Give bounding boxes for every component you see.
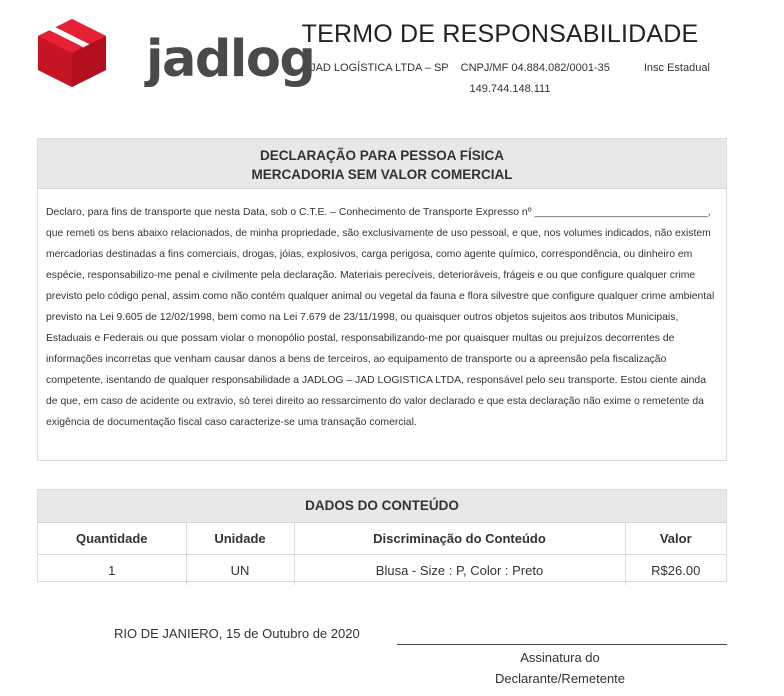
declaration-title: DECLARAÇÃO PARA PESSOA FÍSICA (259, 148, 504, 163)
cell-value: R$26.00 (651, 562, 701, 578)
signature-label (470, 647, 650, 689)
table-header-row (38, 523, 726, 555)
company-cnpj: CNPJ/MF 04.884.082/0001-35 (460, 62, 610, 74)
header-description: Discriminação do Conteúdo (294, 523, 625, 555)
company-info (310, 58, 710, 100)
declaration-subtitle: MERCADORIA SEM VALOR COMERCIAL (251, 167, 513, 182)
cell-quantity: 1 (38, 555, 186, 586)
signature-label-line1: Assinatura do (520, 650, 600, 665)
document-title: TERMO DE RESPONSABILIDADE (301, 20, 699, 48)
jadlog-logo (36, 16, 315, 90)
cell-unit: UN (186, 555, 294, 586)
contents-title: DADOS DO CONTEÚDO (38, 490, 726, 523)
state-registration-label: Insc Estadual (643, 62, 710, 74)
jadlog-cube-icon (36, 17, 108, 89)
state-registration-number: 149.744.148.111 (469, 83, 551, 95)
header-quantity: Quantidade (38, 523, 186, 555)
declaration-text: Declaro, para fins de transporte que nesta Data, sob o C.T.E. – Conhecimento de Transporte Expresso nº ______________________________, que remeti os bens abaixo relacionados, de minha propriedade, são exclusivamente de uso pessoal, e que, nos volumes indicados, não existem mercadorias destinadas a fins comerciais, drogas, jóias, explosivos, carga perigosa, como agente químico, correspondência, ou dinheiro em espécie, responsabilizo-me penal e civilmente pela declaração. Materiais perecíveis, deterioráveis, frágeis e ou que configure qualquer crime previsto pelo código penal, assim como não contém qualquer animal ou vegetal da fauna e flora silvestre que configure qualquer crime ambiental previsto na Lei 9.605 de 12/02/1998, bem como na Lei 7.679 de 23/11/1998, ou quaisquer outros objetos sujeitos aos tributos Municipais, Estaduais e Federais ou que possam violar o monopólio postal, responsabilizando-me por quaisquer multas ou prejuízos decorrentes de informações incorretas que venham causar danos a bens de terceiros, ao equipamento de transporte ou a apreensão pela fiscalização competente, isentando de qualquer responsabilidade a JADLOG – JAD LOGISTICA LTDA, responsável pelo seu transporte. Estou ciente ainda de que, em caso de acidente ou extravio, só terei direito ao ressarcimento do valor declarado e que esta declaração não exime o remetente da exigência de documentação fiscal caso caracterize-se uma transação comercial. (46, 207, 715, 428)
header-unit: Unidade (186, 523, 294, 555)
place-and-date: RIO DE JANIERO, 15 de Outubro de 2020 (114, 626, 360, 641)
signature-label-line2: Declarante/Remetente (494, 671, 626, 686)
cell-description: Blusa - Size : P, Color : Preto (294, 555, 625, 586)
company-name: JAD LOGÍSTICA LTDA – SP (310, 62, 449, 74)
contents-table (38, 523, 726, 585)
table-row (38, 555, 726, 586)
signature-line (397, 644, 727, 645)
header-value: Valor (625, 523, 726, 555)
declaration-box (37, 138, 727, 461)
logo-wordmark: jadlog (146, 30, 315, 89)
contents-box (37, 489, 727, 582)
declaration-header (38, 139, 726, 189)
